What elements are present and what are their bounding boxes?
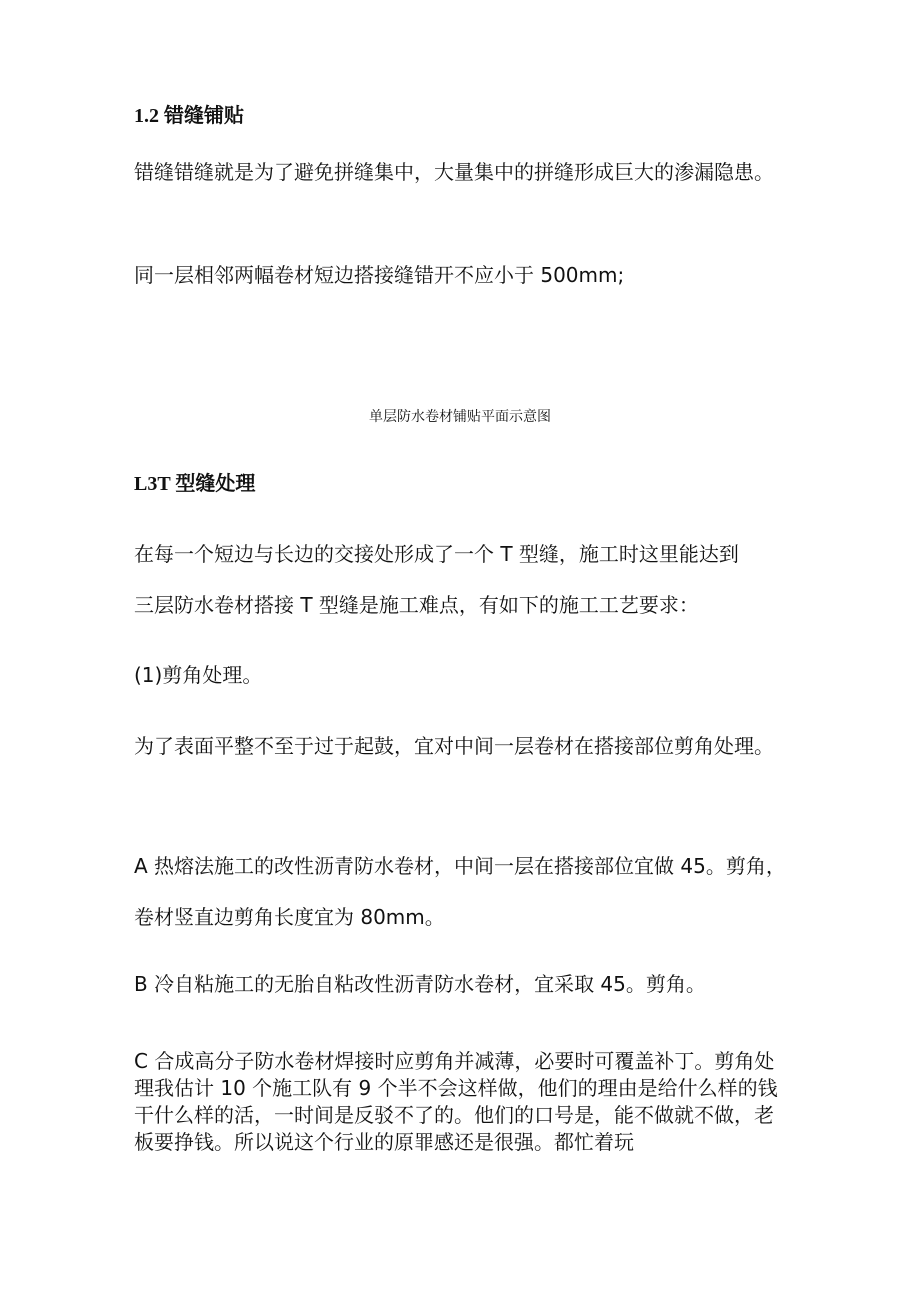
section-heading-t-seam: L3T 型缝处理 bbox=[134, 473, 256, 495]
paragraph-hot-melt-method: A 热熔法施工的改性沥青防水卷材，中间一层在搭接部位宜做 45。剪角，卷材竖直边剪角长度宜为 80mm。 bbox=[134, 854, 786, 929]
paragraph-corner-cutting-purpose: 为了表面平整不至于过于起鼓，宜对中间一层卷材在搭接部位剪角处理。 bbox=[134, 734, 774, 758]
paragraph-t-seam-line-2: 三层防水卷材搭接 T 型缝是施工难点，有如下的施工工艺要求： bbox=[134, 593, 699, 617]
list-item-corner-cutting: (1)剪角处理。 bbox=[134, 663, 263, 687]
section-heading-staggered-seams: 1.2 错缝铺贴 bbox=[134, 105, 244, 127]
paragraph-cold-self-adhesive-method: B 冷自粘施工的无胎自粘改性沥青防水卷材，宜采取 45。剪角。 bbox=[134, 972, 706, 996]
paragraph-staggered-seams-purpose: 错缝错缝就是为了避免拼缝集中，大量集中的拼缝形成巨大的渗漏隐患。 bbox=[134, 160, 774, 184]
paragraph-polymer-membrane-method: C 合成高分子防水卷材焊接时应剪角并减薄，必要时可覆盖补丁。剪角处理我估计 10 个施工队有 9 个半不会这样做，他们的理由是给什么样的钱干什么样的活，一时间是反驳不了的。他们的口号是，能不做就不做，老板要挣钱。所以说这个行业的原罪感还是很强。都忙着玩 bbox=[134, 1049, 778, 1154]
paragraph-t-seam-line-1: 在每一个短边与长边的交接处形成了一个 T 型缝，施工时这里能达到 bbox=[134, 542, 739, 566]
figure-caption: 单层防水卷材铺贴平面示意图 bbox=[369, 409, 551, 425]
paragraph-seam-offset-rule: 同一层相邻两幅卷材短边搭接缝错开不应小于 500mm; bbox=[134, 263, 625, 287]
